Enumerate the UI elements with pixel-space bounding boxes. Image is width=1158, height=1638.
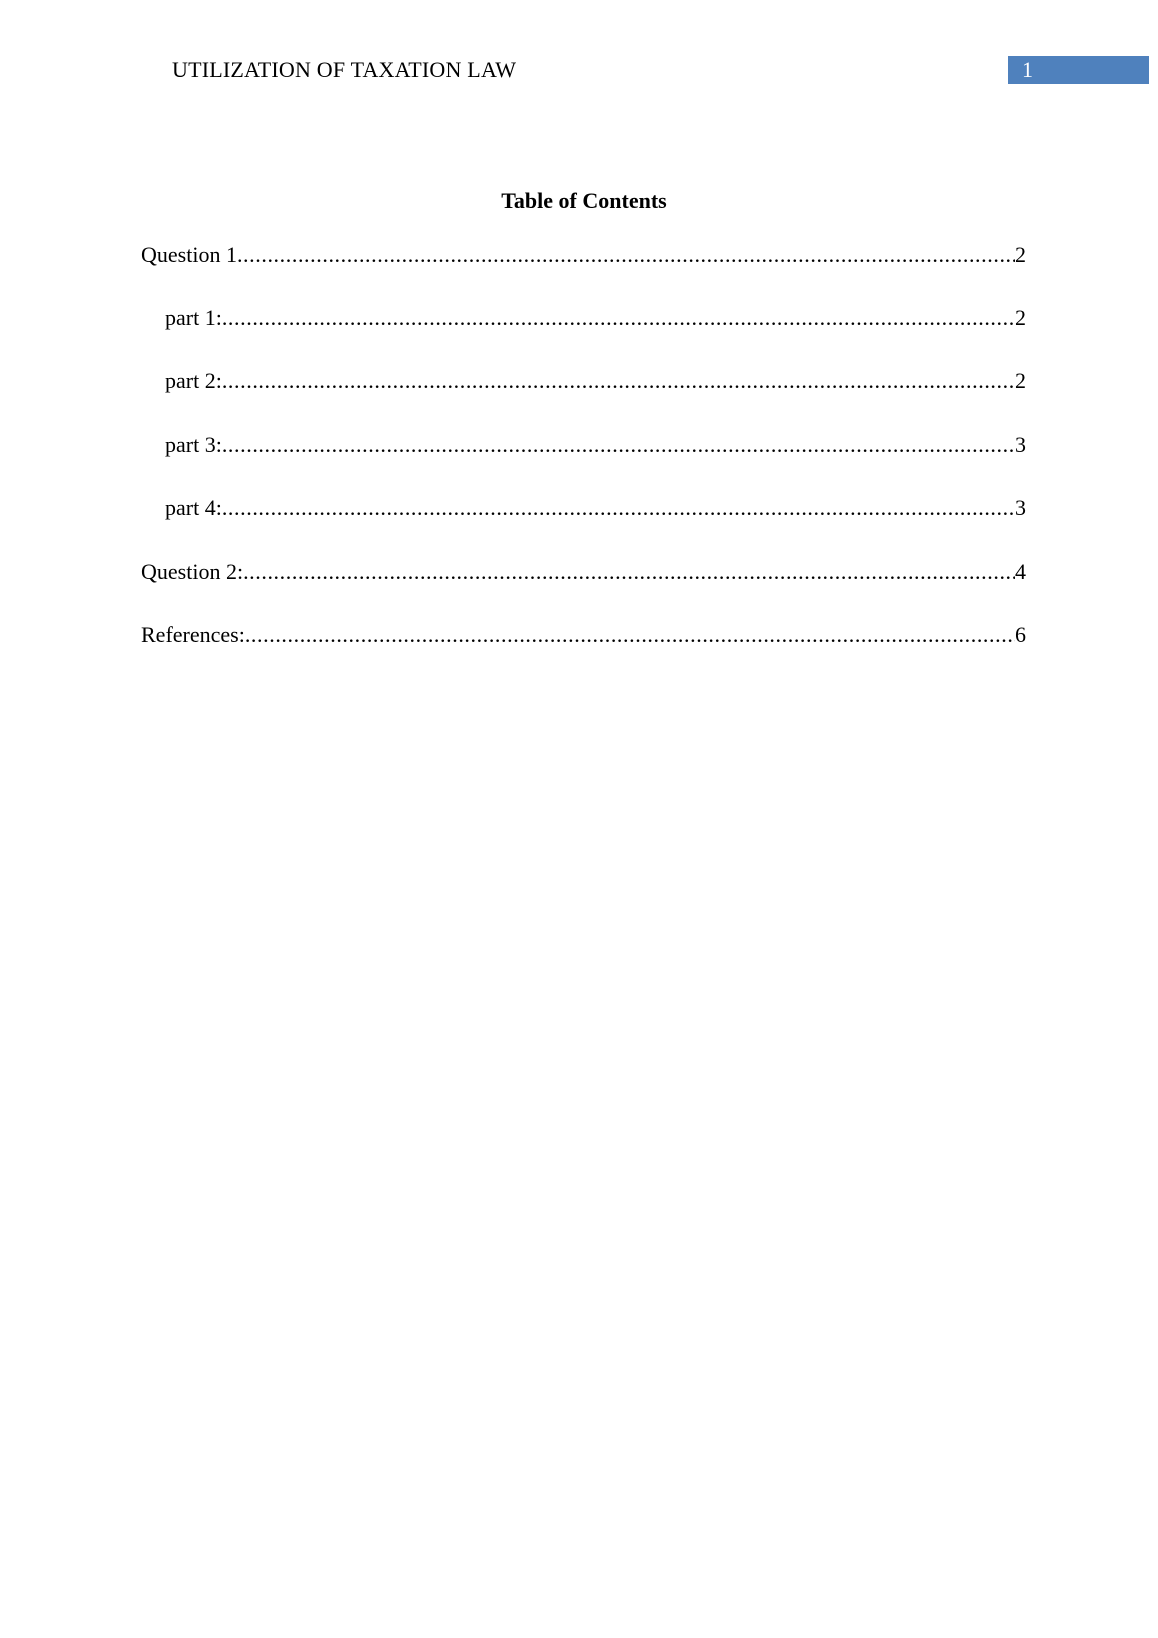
toc-heading: Table of Contents bbox=[501, 188, 667, 213]
toc-leader-dots bbox=[237, 240, 1015, 270]
toc-entry-part-2[interactable] bbox=[165, 366, 1026, 396]
toc-entry-label: part 1: bbox=[165, 305, 222, 330]
toc-entry-page: 6 bbox=[1015, 622, 1026, 647]
toc-entry-page: 3 bbox=[1015, 495, 1026, 520]
toc-leader-dots bbox=[222, 430, 1015, 460]
toc-leader-dots bbox=[222, 366, 1015, 396]
toc-entry-label: References: bbox=[141, 622, 245, 647]
toc-leader-dots bbox=[243, 557, 1015, 587]
toc-entry-references[interactable] bbox=[141, 620, 1026, 650]
toc-entry-page: 3 bbox=[1015, 432, 1026, 457]
toc-entry-page: 4 bbox=[1015, 559, 1026, 584]
toc-leader-dots bbox=[222, 493, 1015, 523]
toc-entry-part-3[interactable] bbox=[165, 430, 1026, 460]
toc-entry-page: 2 bbox=[1015, 368, 1026, 393]
header-title: UTILIZATION OF TAXATION LAW bbox=[172, 57, 517, 82]
toc-leader-dots bbox=[222, 303, 1015, 333]
toc-entry-question-1[interactable] bbox=[141, 240, 1026, 270]
toc-entry-question-2[interactable] bbox=[141, 557, 1026, 587]
toc-entry-part-1[interactable] bbox=[165, 303, 1026, 333]
page-number: 1 bbox=[1022, 57, 1033, 82]
toc-entry-label: Question 2: bbox=[141, 559, 244, 584]
toc-entry-label: Question 1 bbox=[141, 242, 237, 267]
page-number-badge bbox=[1008, 56, 1149, 84]
toc-entry-part-4[interactable] bbox=[165, 493, 1026, 523]
toc-entry-label: part 3: bbox=[165, 432, 222, 457]
toc-entry-label: part 2: bbox=[165, 368, 222, 393]
toc-entry-label: part 4: bbox=[165, 495, 222, 520]
toc-leader-dots bbox=[245, 620, 1015, 650]
toc-entry-page: 2 bbox=[1015, 305, 1026, 330]
toc-entry-page: 2 bbox=[1015, 242, 1026, 267]
